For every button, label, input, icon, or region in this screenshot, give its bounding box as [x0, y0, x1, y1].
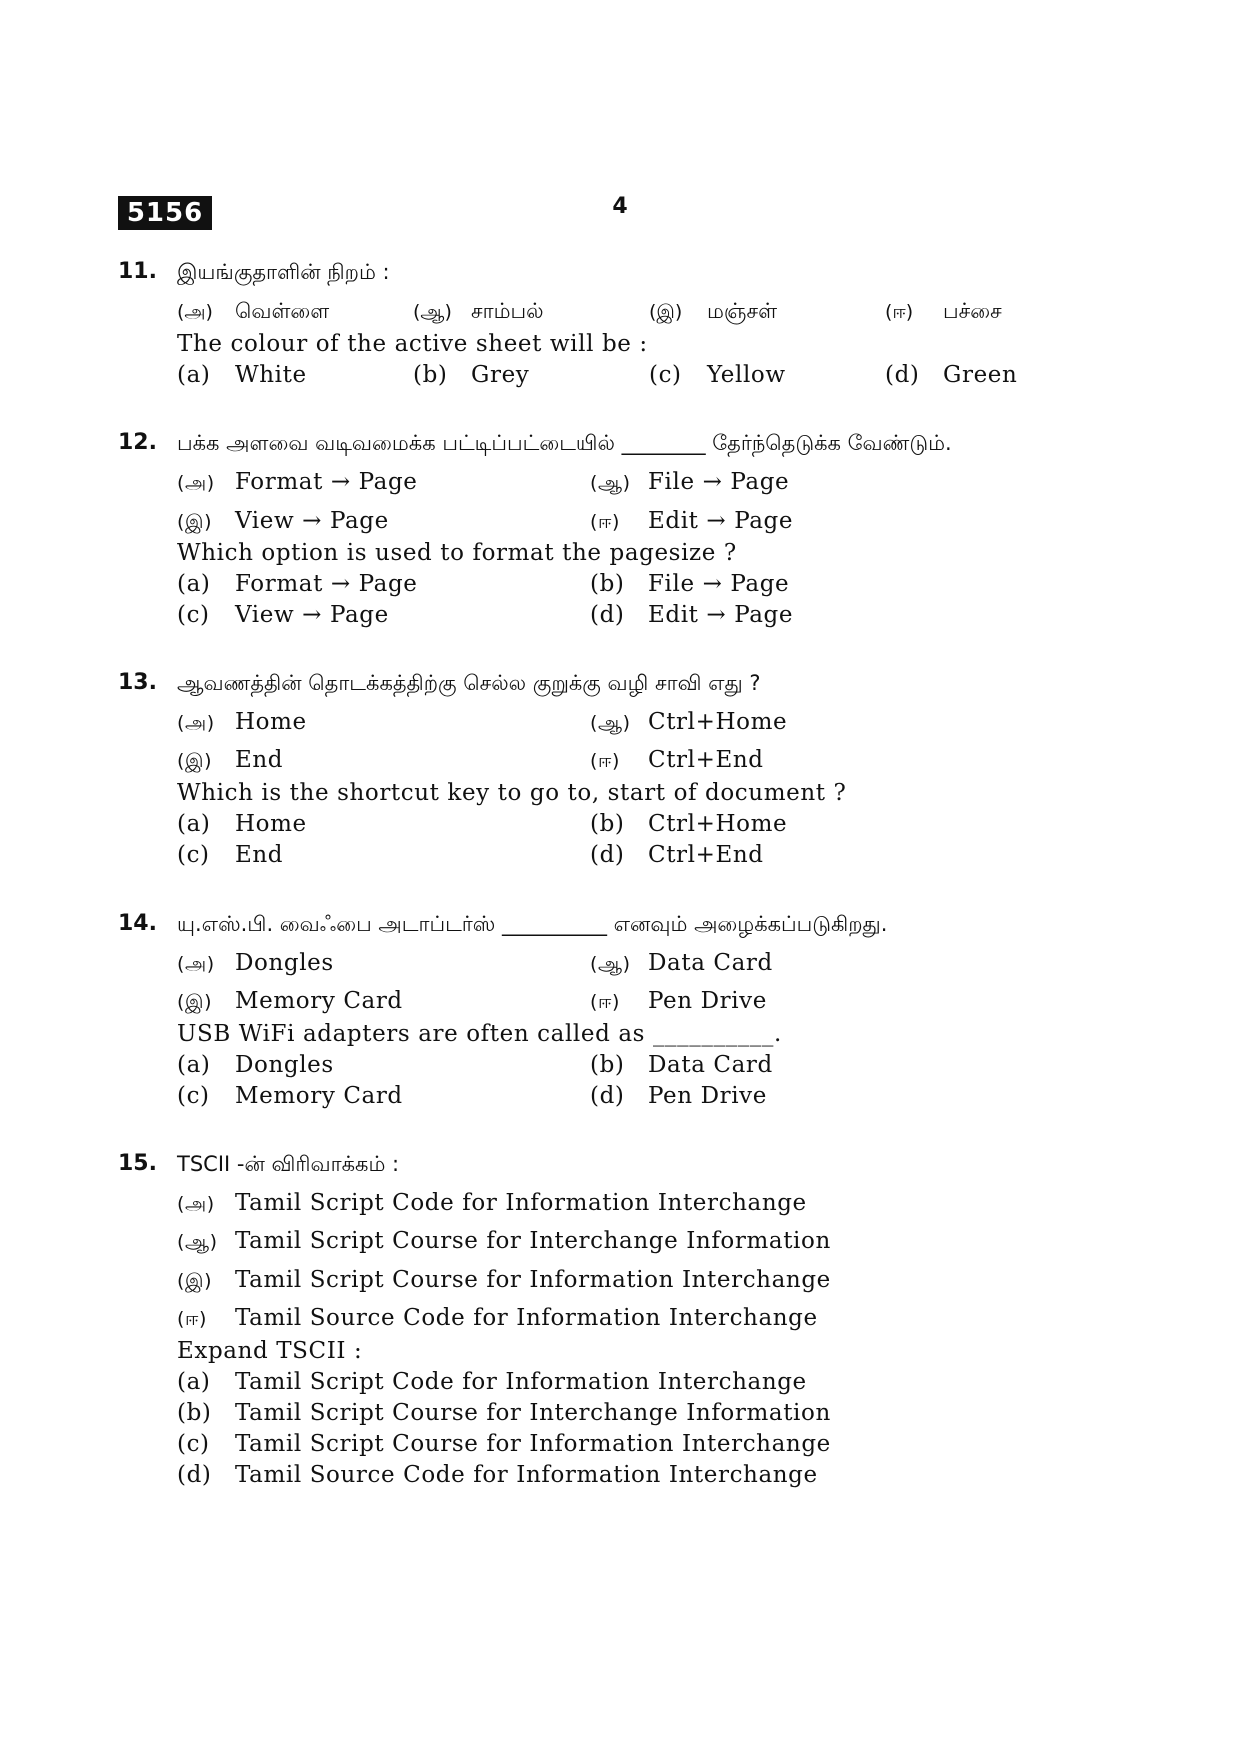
- option-text: Tamil Script Code for Information Interchange: [235, 1190, 807, 1216]
- option-label: (அ): [177, 1193, 215, 1215]
- option-label: (b): [590, 571, 625, 597]
- option-text: Yellow: [707, 362, 786, 388]
- option-text: Home: [235, 709, 307, 735]
- option-label: (ஆ): [413, 301, 452, 323]
- tamil-option-b: [590, 948, 773, 979]
- option-label: (c): [177, 1431, 210, 1457]
- tamil-option-d: [590, 745, 764, 776]
- option-label: (ஈ): [590, 991, 621, 1013]
- tamil-option-b: [590, 467, 789, 498]
- page-number: 4: [612, 194, 628, 219]
- option-label: (ஆ): [590, 712, 631, 734]
- english-option-c: [177, 600, 389, 630]
- option-text: Tamil Script Course for Interchange Information: [235, 1228, 831, 1254]
- english-option-b: [590, 569, 789, 599]
- option-text: Green: [943, 362, 1018, 388]
- option-label: (இ): [177, 750, 213, 772]
- option-text: Ctrl+Home: [648, 709, 788, 735]
- option-label: (d): [590, 1083, 625, 1109]
- option-text: White: [235, 362, 307, 388]
- tamil-question-text: பக்க அளவை வடிவமைக்க பட்டிப்பட்டையில் ________ தேர்ந்தெடுக்க வேண்டும்.: [177, 431, 952, 455]
- option-text: Data Card: [648, 950, 773, 976]
- option-label: (c): [177, 842, 210, 868]
- option-label: (ஈ): [885, 301, 914, 323]
- tamil-option-d: [885, 296, 1002, 327]
- option-text: Ctrl+End: [648, 842, 764, 868]
- option-label: (b): [177, 1400, 212, 1426]
- english-option-d: [590, 600, 793, 630]
- english-question-text: Expand TSCII :: [177, 1338, 363, 1364]
- option-label: (b): [590, 811, 625, 837]
- tamil-option-a: [177, 707, 307, 738]
- option-text: Edit → Page: [648, 508, 794, 534]
- tamil-question-text: யு.எஸ்.பி. வைஃபை அடாப்டர்ஸ் __________ எனவும் அழைக்கப்படுகிறது.: [177, 912, 888, 936]
- tamil-option-c: [177, 1265, 831, 1296]
- option-label: (b): [413, 362, 448, 388]
- paper-code-badge: 5156: [118, 196, 212, 230]
- tamil-option-d: [177, 1303, 818, 1334]
- english-option-c: [177, 1429, 831, 1459]
- option-label: (ஆ): [177, 1231, 218, 1253]
- question-number: 11.: [118, 259, 157, 284]
- option-label: (a): [177, 571, 211, 597]
- tamil-option-a: [177, 296, 329, 327]
- tamil-option-c: [177, 745, 283, 776]
- tamil-option-c: [649, 296, 777, 327]
- option-text: End: [235, 842, 284, 868]
- option-text: View → Page: [235, 508, 389, 534]
- option-text: Tamil Source Code for Information Interchange: [235, 1305, 818, 1331]
- english-option-d: [177, 1460, 818, 1490]
- english-question-text: Which is the shortcut key to go to, start of document ?: [177, 780, 847, 806]
- option-text: File → Page: [648, 571, 790, 597]
- tamil-option-a: [177, 948, 334, 979]
- tamil-question-text: ஆவணத்தின் தொடக்கத்திற்கு செல்ல குறுக்கு வழி சாவி எது ?: [177, 671, 761, 695]
- option-label: (d): [590, 602, 625, 628]
- english-option-b: [590, 1050, 773, 1080]
- option-text: File → Page: [648, 469, 790, 495]
- option-label: (அ): [177, 301, 213, 323]
- tamil-option-d: [590, 986, 767, 1017]
- english-option-a: [177, 1367, 807, 1397]
- option-label: (a): [177, 811, 211, 837]
- option-text: பச்சை: [943, 299, 1002, 323]
- question-number: 14.: [118, 911, 157, 936]
- question-number: 15.: [118, 1151, 157, 1176]
- option-text: Memory Card: [235, 1083, 403, 1109]
- option-label: (இ): [177, 1270, 213, 1292]
- option-text: Memory Card: [235, 988, 403, 1014]
- option-text: Format → Page: [235, 571, 418, 597]
- english-question-text: The colour of the active sheet will be :: [177, 331, 648, 357]
- option-text: View → Page: [235, 602, 389, 628]
- english-option-b: [177, 1398, 831, 1428]
- option-label: (c): [177, 602, 210, 628]
- english-option-a: [177, 1050, 334, 1080]
- option-text: மஞ்சள்: [707, 299, 778, 323]
- option-label: (c): [177, 1083, 210, 1109]
- option-text: Dongles: [235, 950, 334, 976]
- option-text: End: [235, 747, 284, 773]
- question-number: 12.: [118, 430, 157, 455]
- option-label: (ஆ): [590, 472, 631, 494]
- english-question-text: Which option is used to format the pagesize ?: [177, 540, 737, 566]
- option-text: Ctrl+Home: [648, 811, 788, 837]
- option-label: (இ): [649, 301, 683, 323]
- option-label: (இ): [177, 991, 213, 1013]
- tamil-option-d: [590, 506, 793, 537]
- option-label: (ஆ): [590, 953, 631, 975]
- english-option-b: [413, 360, 529, 390]
- tamil-option-b: [177, 1226, 831, 1257]
- option-label: (ஈ): [590, 750, 621, 772]
- option-label: (a): [177, 1052, 211, 1078]
- option-label: (ஈ): [177, 1308, 208, 1330]
- option-text: Ctrl+End: [648, 747, 764, 773]
- english-option-a: [177, 809, 307, 839]
- option-label: (அ): [177, 953, 215, 975]
- option-label: (b): [590, 1052, 625, 1078]
- option-label: (a): [177, 362, 211, 388]
- option-text: Home: [235, 811, 307, 837]
- english-option-c: [649, 360, 786, 390]
- option-text: Format → Page: [235, 469, 418, 495]
- option-label: (d): [885, 362, 920, 388]
- option-text: Pen Drive: [648, 988, 767, 1014]
- english-question-text: USB WiFi adapters are often called as __________.: [177, 1021, 782, 1047]
- english-option-b: [590, 809, 787, 839]
- option-text: Edit → Page: [648, 602, 794, 628]
- english-option-d: [885, 360, 1017, 390]
- option-text: Dongles: [235, 1052, 334, 1078]
- option-label: (ஈ): [590, 511, 621, 533]
- english-option-d: [590, 1081, 767, 1111]
- tamil-question-text: இயங்குதாளின் நிறம் :: [177, 260, 390, 284]
- english-option-a: [177, 569, 418, 599]
- option-label: (d): [590, 842, 625, 868]
- option-text: Pen Drive: [648, 1083, 767, 1109]
- tamil-option-a: [177, 467, 418, 498]
- tamil-option-a: [177, 1188, 807, 1219]
- option-label: (இ): [177, 511, 213, 533]
- option-text: Tamil Script Course for Information Interchange: [235, 1431, 831, 1457]
- option-text: Tamil Script Code for Information Interchange: [235, 1369, 807, 1395]
- option-label: (அ): [177, 472, 215, 494]
- option-text: வெள்ளை: [235, 299, 330, 323]
- option-text: Grey: [471, 362, 530, 388]
- tamil-option-c: [177, 506, 389, 537]
- option-label: (c): [649, 362, 682, 388]
- option-label: (அ): [177, 712, 215, 734]
- option-text: Tamil Script Course for Interchange Information: [235, 1400, 831, 1426]
- tamil-question-text: TSCII -ன் விரிவாக்கம் :: [177, 1152, 400, 1176]
- option-text: Tamil Source Code for Information Interchange: [235, 1462, 818, 1488]
- option-label: (a): [177, 1369, 211, 1395]
- tamil-option-b: [413, 296, 544, 327]
- option-text: Tamil Script Course for Information Interchange: [235, 1267, 831, 1293]
- option-label: (d): [177, 1462, 212, 1488]
- option-text: Data Card: [648, 1052, 773, 1078]
- question-number: 13.: [118, 670, 157, 695]
- tamil-option-c: [177, 986, 403, 1017]
- tamil-option-b: [590, 707, 787, 738]
- english-option-c: [177, 840, 283, 870]
- option-text: சாம்பல்: [471, 299, 544, 323]
- english-option-a: [177, 360, 307, 390]
- english-option-d: [590, 840, 764, 870]
- english-option-c: [177, 1081, 403, 1111]
